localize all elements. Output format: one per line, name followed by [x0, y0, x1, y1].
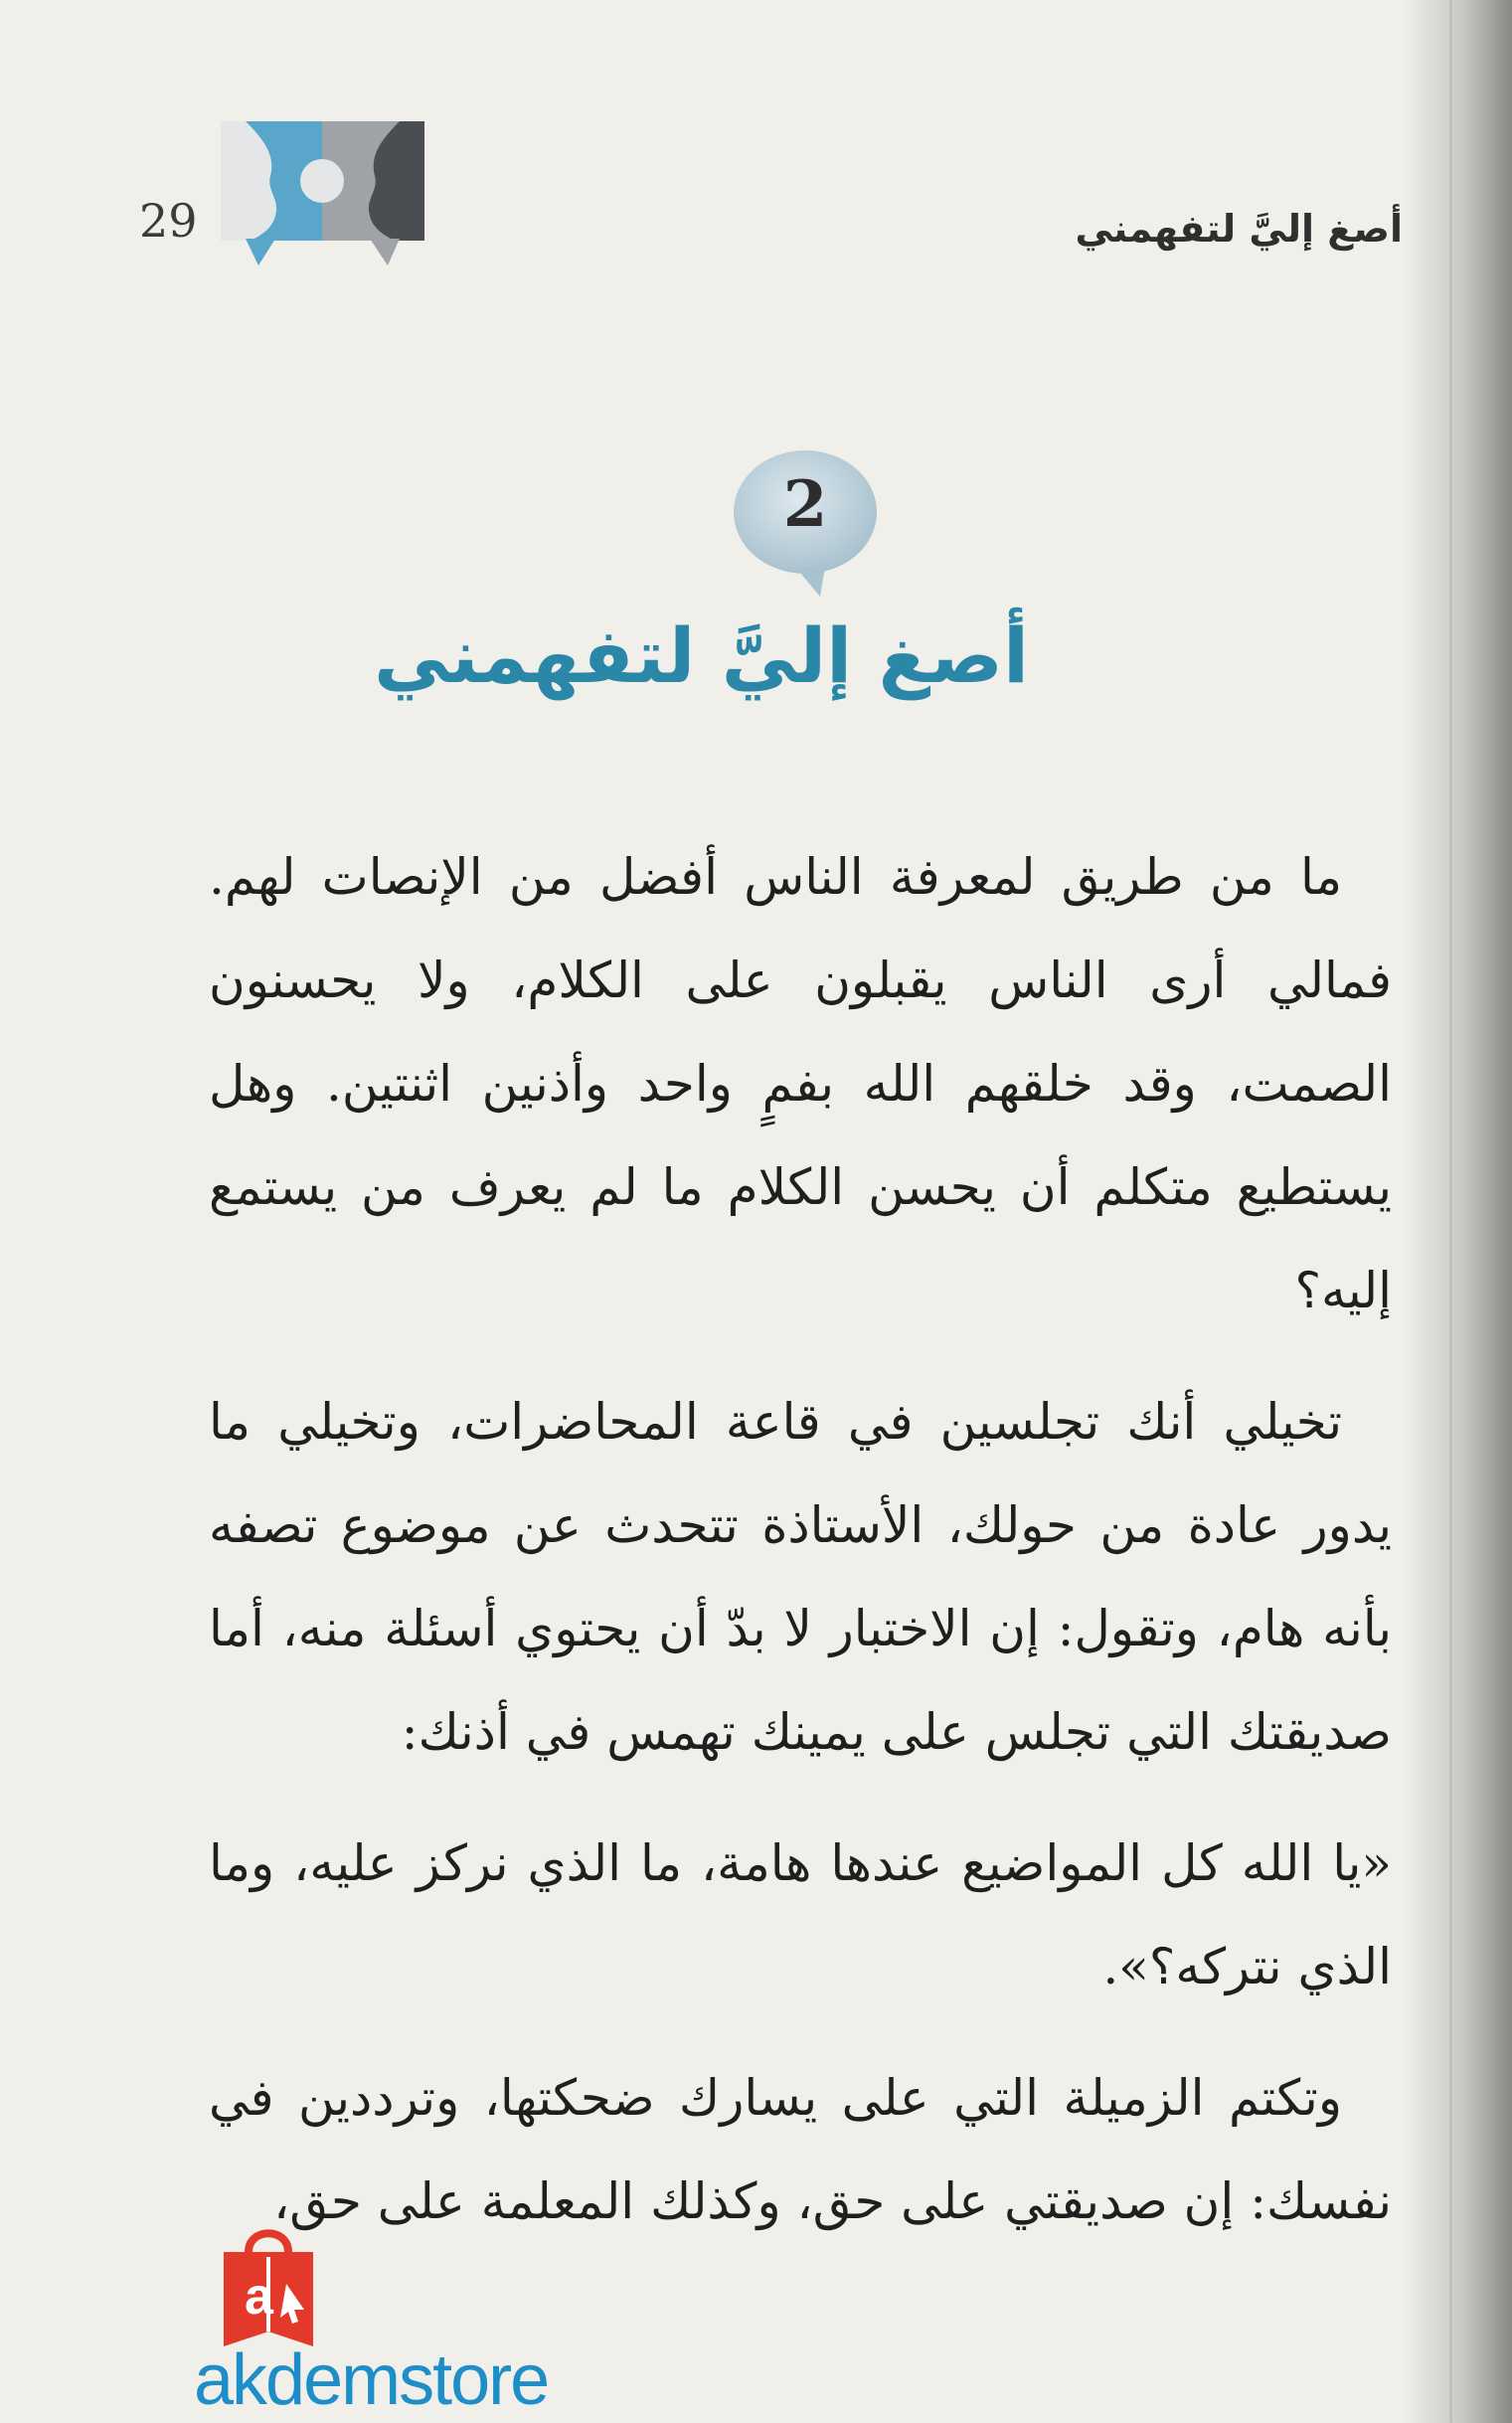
paragraph: تخيلي أنك تجلسين في قاعة المحاضرات، وتخيلي ما يدور عادة من حولك، الأستاذة تتحدث عن موضوع تصفه بأنه هام، وتقول: إن الاختبار لا بدّ أن يحتوي أسئلة منه، أما صديقتك التي تجلس على يمينك تهمس في أذنك:: [209, 1393, 1392, 1761]
paragraph: ما من طريق لمعرفة الناس أفضل من الإنصات لهم. فمالي أرى الناس يقبلون على الكلام، ولا يحسنون الصمت، وقد خلقهم الله بفمٍ واحد وأذنين اثنتين. وهل يستطيع متكلم أن يحسن الكلام ما لم يعرف من يستمع إليه؟: [209, 848, 1392, 1319]
body-text: [209, 825, 1392, 2253]
chapter-number: 2: [782, 467, 828, 542]
page-gutter-shadow: [1403, 0, 1512, 2423]
page-number: 29: [139, 194, 198, 248]
quote-paragraph: «يا الله كل المواضيع عندها هامة، ما الذي نركز عليه، وما الذي نتركه؟».: [209, 1834, 1392, 1995]
shopping-bag-icon: [209, 2222, 328, 2351]
watermark-logo: [194, 2222, 549, 2423]
watermark-brand: akdemstore: [194, 2340, 549, 2420]
chapter-title: أصغ إليَّ لتفهمني: [373, 611, 1030, 700]
two-faces-puzzle-icon: [221, 121, 424, 265]
bag-letter: a: [245, 2268, 273, 2326]
paragraph: وتكتم الزميلة التي على يسارك ضحكتها، وترددين في نفسك: إن صديقتي على حق، وكذلك المعلمة على حق،: [209, 2069, 1392, 2230]
running-header-title: أصغ إليَّ لتفهمني: [1075, 207, 1403, 251]
